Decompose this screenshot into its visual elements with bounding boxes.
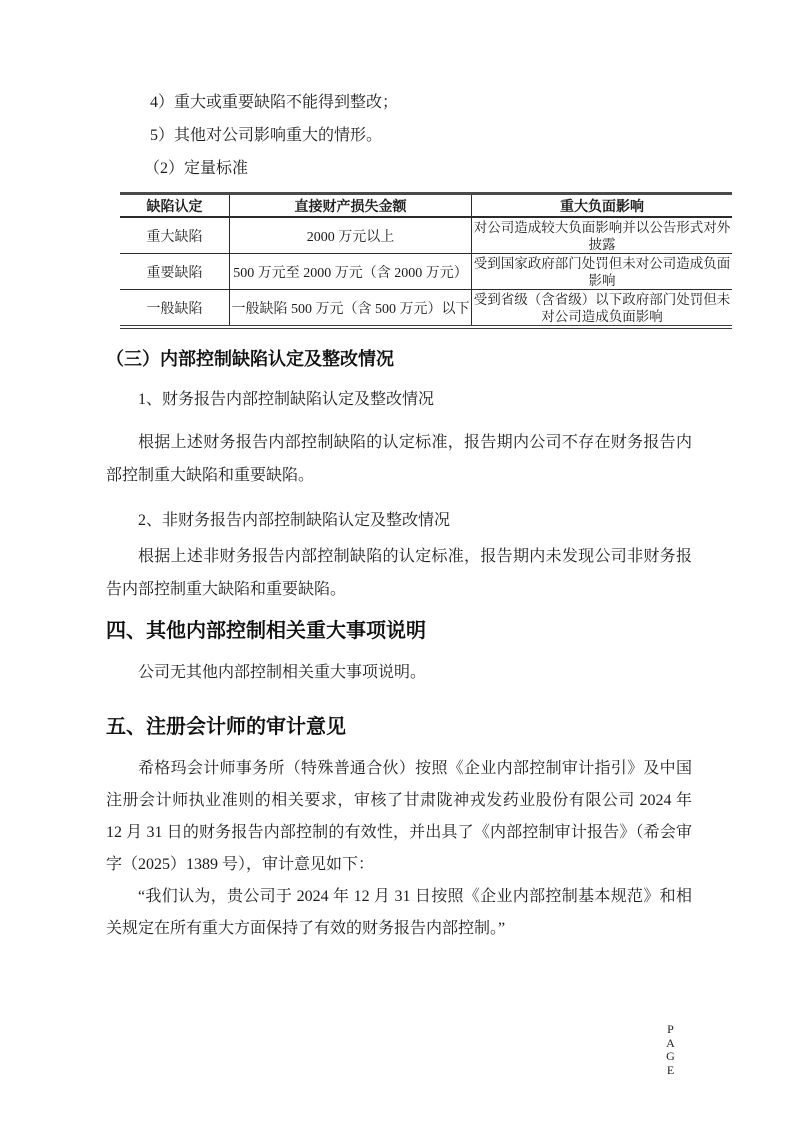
list-item-4: 4）重大或重要缺陷不能得到整改； — [150, 94, 399, 111]
financial-defect-subheading: 1、财务报告内部控制缺陷认定及整改情况 — [138, 391, 435, 408]
financial-defect-paragraph: 根据上述财务报告内部控制缺陷的认定标准，报告期内公司不存在财务报告内部控制重大缺陷和重要缺陷。 — [106, 434, 692, 484]
section4-heading: 四、其他内部控制相关重大事项说明 — [106, 620, 426, 642]
defect-table-header-row — [120, 194, 732, 218]
section5-heading: 五、注册会计师的审计意见 — [106, 716, 346, 738]
header-negative-impact: 重大负面影响 — [472, 194, 733, 218]
header-defect-level: 缺陷认定 — [120, 194, 230, 218]
cell-level: 一般缺陷 — [120, 290, 230, 328]
cell-level: 重要缺陷 — [120, 254, 230, 290]
cell-amount: 500 万元至 2000 万元（含 2000 万元） — [230, 254, 472, 290]
header-direct-loss: 直接财产损失金额 — [230, 194, 472, 218]
content-area — [106, 0, 731, 945]
section4-paragraph: 公司无其他内部控制相关重大事项说明。 — [138, 664, 427, 681]
table-row-major-defect — [120, 217, 732, 254]
table-row-important-defect — [120, 254, 732, 290]
cell-amount: 一般缺陷 500 万元（含 500 万元）以下 — [230, 290, 472, 328]
cell-impact: 受到国家政府部门处罚但未对公司造成负面影响 — [472, 254, 733, 290]
cell-level: 重大缺陷 — [120, 217, 230, 254]
defect-criteria-table — [120, 192, 732, 329]
audit-opinion-quote: “我们认为，贵公司于 2024 年 12 月 31 日按照《企业内部控制基本规范》和相关规定在所有重大方面保持了有效的财务报告内部控制。” — [106, 888, 692, 937]
nonfinancial-defect-paragraph: 根据上述非财务报告内部控制缺陷的认定标准，报告期内未发现公司非财务报告内部控制重大缺陷和重要缺陷。 — [106, 548, 692, 598]
quantitative-standard-label: （2）定量标准 — [144, 160, 249, 177]
table-row-general-defect — [120, 290, 732, 328]
cell-impact: 对公司造成较大负面影响并以公告形式对外披露 — [473, 219, 731, 252]
page-number-field: PAGE — [666, 1022, 675, 1077]
list-item-5: 5）其他对公司影响重大的情形。 — [150, 127, 383, 144]
cell-impact: 受到省级（含省级）以下政府部门处罚但未对公司造成负面影响 — [472, 290, 733, 328]
cell-amount: 2000 万元以上 — [230, 217, 472, 254]
section3-heading: （三）内部控制缺陷认定及整改情况 — [106, 349, 394, 369]
auditor-opinion-paragraph: 希格玛会计师事务所（特殊普通合伙）按照《企业内部控制审计指引》及中国注册会计师执业准则的相关要求，审核了甘肃陇神戎发药业股份有限公司 2024 年 12 月 31 日的财务报告内部控制的有效性，并出具了《内部控制审计报告》（希会审字（2025）1389 号），审计意见如下： — [106, 760, 692, 873]
nonfinancial-defect-subheading: 2、非财务报告内部控制缺陷认定及整改情况 — [138, 512, 451, 529]
